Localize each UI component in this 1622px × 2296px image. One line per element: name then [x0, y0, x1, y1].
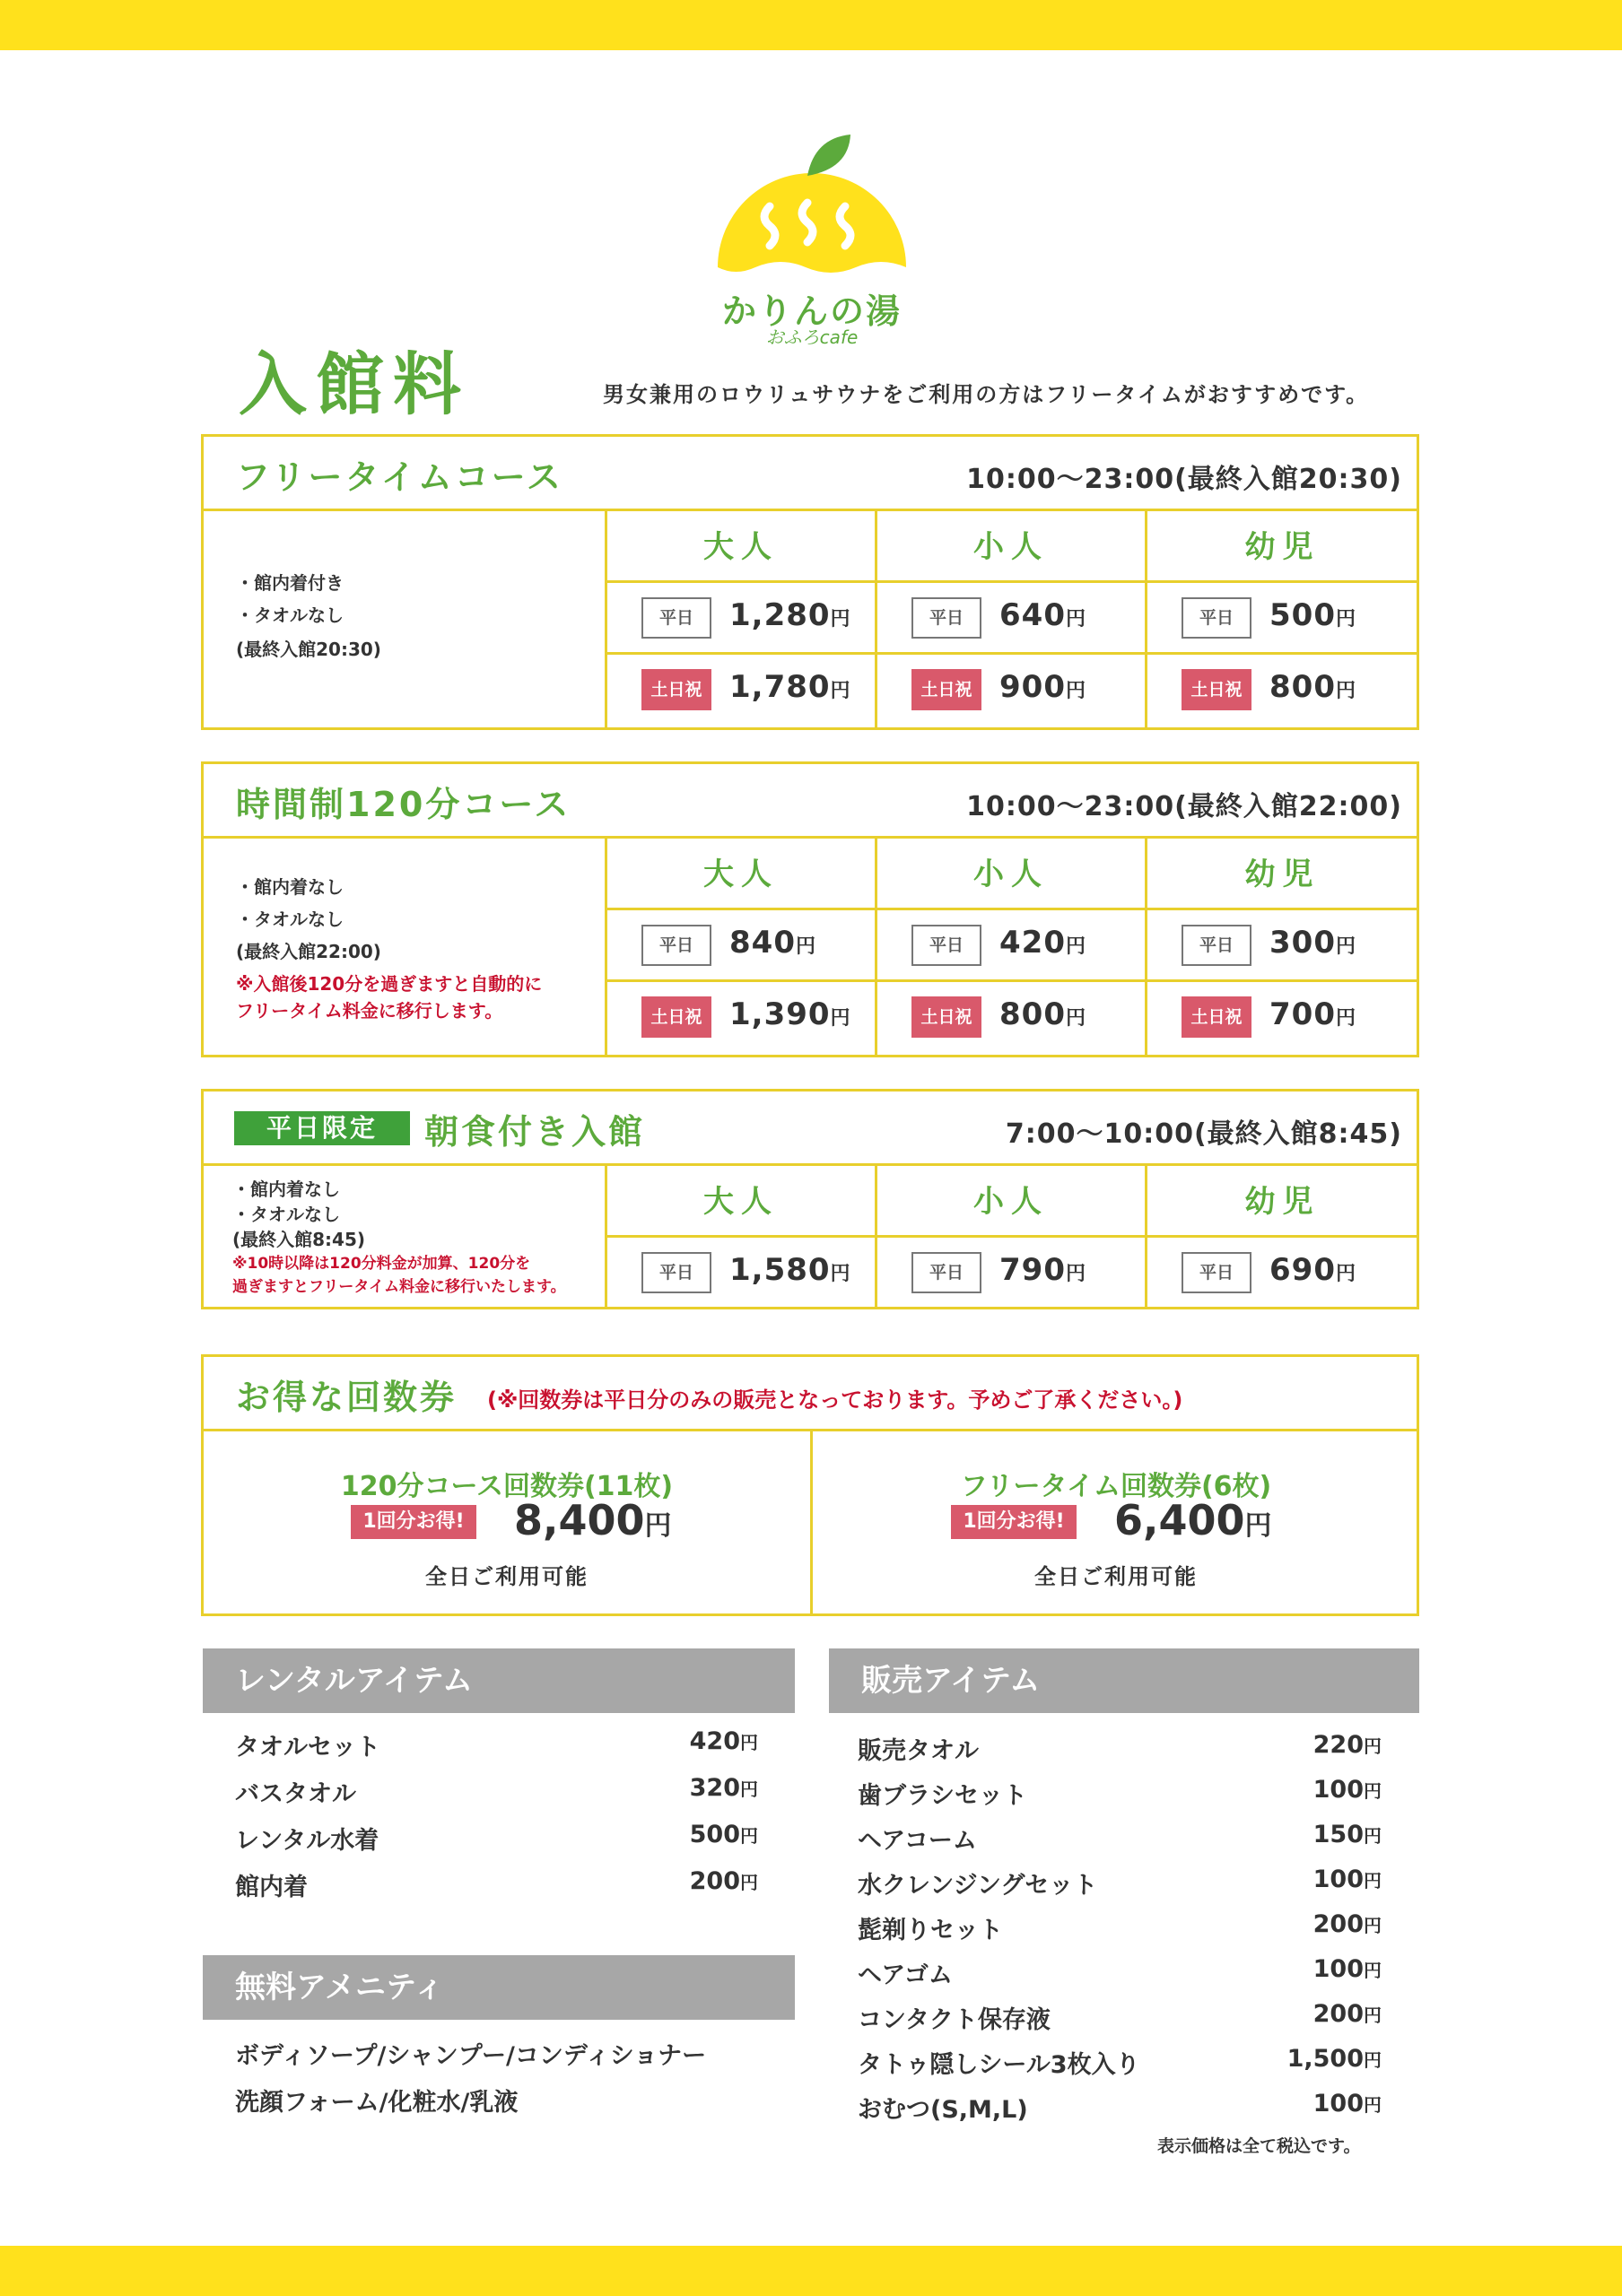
course-free-time [201, 434, 1419, 730]
rental-item: バスタオル [235, 1780, 356, 1808]
sale-item: ヘアゴム [858, 1961, 953, 1989]
sale-item: コンタクト保存液 [858, 2006, 1051, 2034]
price-value: 790円 [999, 1252, 1086, 1288]
rental-item: タオルセット [235, 1734, 380, 1761]
price-value: 640円 [999, 597, 1086, 633]
top-yellow-band [0, 0, 1622, 50]
course-note: (最終入館20:30) [236, 639, 381, 660]
weekend-tag: 土日祝 [911, 669, 981, 710]
price-value: 800円 [999, 996, 1086, 1032]
price-column-adult [607, 1166, 877, 1309]
ticket-badge: 1回分お得! [351, 1505, 476, 1539]
weekend-tag: 土日祝 [1182, 996, 1251, 1038]
sale-price: 100円 [1312, 1866, 1382, 1893]
bottom-yellow-band [0, 2246, 1622, 2296]
course-notes [204, 511, 607, 730]
rental-item: 館内着 [235, 1874, 308, 1901]
course-note: ・館内着付き [236, 572, 344, 594]
course-note: ・館内着なし [232, 1178, 340, 1200]
column-header: 大人 [607, 511, 875, 583]
sale-price: 220円 [1312, 1731, 1382, 1759]
sale-price: 150円 [1312, 1821, 1382, 1848]
course-title: 朝食付き入館 [424, 1112, 646, 1152]
rental-price: 420円 [689, 1727, 758, 1755]
price-column-child [877, 839, 1147, 1057]
sale-item: タトゥ隠しシール3枚入り [858, 2051, 1140, 2079]
tickets-note: (※回数券は平日分のみの販売となっております。予めご了承ください。) [487, 1387, 1183, 1413]
price-value: 500円 [1269, 597, 1356, 633]
page-title: 入館料 [239, 344, 470, 424]
column-header: 小人 [877, 839, 1145, 910]
sale-price: 1,500円 [1286, 2045, 1382, 2073]
course-note: (最終入館22:00) [236, 941, 381, 962]
price-value: 1,580円 [729, 1252, 850, 1288]
sale-price: 100円 [1312, 2090, 1382, 2118]
ticket-price: 8,400円 [514, 1496, 672, 1544]
price-value: 690円 [1269, 1252, 1356, 1288]
price-value: 900円 [999, 669, 1086, 705]
price-column-adult [607, 511, 877, 730]
price-grid [607, 511, 1417, 730]
rental-price: 500円 [689, 1821, 758, 1848]
brand-subname: おふろcafe [765, 326, 859, 348]
ticket-badge: 1回分お得! [951, 1505, 1077, 1539]
price-grid [607, 1166, 1417, 1309]
price-column-infant [1147, 511, 1417, 730]
course-breakfast [201, 1089, 1419, 1309]
sale-price: 100円 [1312, 1955, 1382, 1983]
tax-note: 表示価格は全て税込です。 [1157, 2136, 1361, 2156]
course-notes [204, 1166, 607, 1309]
ticket-price: 6,400円 [1114, 1496, 1272, 1544]
course-title: 時間制120分コース [236, 785, 571, 824]
course-warning: ※入館後120分を過ぎますと自動的に [236, 973, 543, 995]
sale-item: おむつ(S,M,L) [858, 2096, 1028, 2124]
sale-item: 髭剃りセット [858, 1917, 1003, 1944]
weekend-tag: 土日祝 [1182, 669, 1251, 710]
course-header [204, 1091, 1417, 1166]
price-value: 800円 [1269, 669, 1356, 705]
weekend-tag: 土日祝 [641, 669, 711, 710]
price-value: 700円 [1269, 996, 1356, 1032]
weekday-tag: 平日 [911, 925, 981, 966]
sale-price: 100円 [1312, 1776, 1382, 1804]
rental-price: 200円 [689, 1867, 758, 1895]
ticket-free-time [813, 1431, 1419, 1613]
sale-item: 販売タオル [858, 1737, 979, 1765]
ticket-name: 120分コース回数券(11枚) [340, 1471, 674, 1502]
price-value: 840円 [729, 925, 815, 961]
course-warning: 過ぎますとフリータイム料金に移行いたします。 [232, 1278, 566, 1296]
price-column-child [877, 511, 1147, 730]
ticket-note: 全日ご利用可能 [1034, 1564, 1198, 1589]
column-header: 小人 [877, 511, 1145, 583]
column-header: 大人 [607, 1166, 875, 1238]
column-header: 大人 [607, 839, 875, 910]
rental-header: レンタルアイテム [203, 1648, 795, 1713]
weekend-tag: 土日祝 [641, 996, 711, 1038]
weekday-tag: 平日 [1182, 1252, 1251, 1293]
amenity-item: ボディソープ/シャンプー/コンディショナー [235, 2042, 707, 2070]
sale-item: ヘアコーム [858, 1827, 977, 1855]
course-hours: 7:00〜10:00(最終入館8:45) [1005, 1118, 1402, 1150]
course-note: ・タオルなし [236, 604, 344, 626]
course-title: フリータイムコース [236, 457, 563, 497]
course-hours: 10:00〜23:00(最終入館22:00) [966, 791, 1402, 822]
course-warning: フリータイム料金に移行します。 [236, 1000, 503, 1022]
weekday-tag: 平日 [1182, 597, 1251, 639]
sale-header: 販売アイテム [829, 1648, 1419, 1713]
weekday-tag: 平日 [641, 597, 711, 639]
sale-item: 水クレンジングセット [858, 1872, 1098, 1900]
amenity-item: 洗顔フォーム/化粧水/乳液 [235, 2089, 519, 2117]
weekday-tag: 平日 [911, 597, 981, 639]
brand-logo [709, 133, 915, 357]
ticket-name: フリータイム回数券(6枚) [960, 1471, 1272, 1502]
column-header: 小人 [877, 1166, 1145, 1238]
course-notes [204, 839, 607, 1057]
brand-name: かりんの湯 [721, 291, 902, 331]
ticket-note: 全日ご利用可能 [425, 1564, 589, 1589]
price-value: 1,280円 [729, 597, 850, 633]
course-note: ・タオルなし [236, 909, 344, 930]
course-header [204, 437, 1417, 511]
tickets-title: お得な回数券 [236, 1378, 458, 1417]
price-value: 1,390円 [729, 996, 850, 1032]
price-column-infant [1147, 839, 1417, 1057]
price-column-infant [1147, 1166, 1417, 1309]
column-header: 幼児 [1147, 1166, 1417, 1238]
price-value: 420円 [999, 925, 1086, 961]
sale-item: 歯ブラシセット [858, 1782, 1027, 1810]
course-hours: 10:00〜23:00(最終入館20:30) [966, 464, 1402, 495]
sale-price: 200円 [1312, 2000, 1382, 2028]
course-120min [201, 761, 1419, 1057]
course-note: (最終入館8:45) [232, 1229, 366, 1250]
course-note: ・館内着なし [236, 876, 344, 898]
price-column-adult [607, 839, 877, 1057]
course-note: ・タオルなし [232, 1204, 340, 1225]
weekday-tag: 平日 [641, 1252, 711, 1293]
price-value: 1,780円 [729, 669, 850, 705]
coupon-tickets [201, 1354, 1419, 1616]
sale-price: 200円 [1312, 1910, 1382, 1938]
column-header: 幼児 [1147, 511, 1417, 583]
yuzu-steam-logo-icon [709, 133, 915, 281]
amenity-header: 無料アメニティ [203, 1955, 795, 2020]
weekday-limited-badge: 平日限定 [234, 1111, 410, 1145]
weekday-tag: 平日 [1182, 925, 1251, 966]
price-column-child [877, 1166, 1147, 1309]
weekend-tag: 土日祝 [911, 996, 981, 1038]
course-header [204, 764, 1417, 839]
course-warning: ※10時以降は120分料金が加算、120分を [232, 1255, 531, 1273]
weekday-tag: 平日 [911, 1252, 981, 1293]
rental-item: レンタル水着 [235, 1827, 379, 1855]
column-header: 幼児 [1147, 839, 1417, 910]
price-value: 300円 [1269, 925, 1356, 961]
weekday-tag: 平日 [641, 925, 711, 966]
ticket-120min [204, 1431, 813, 1613]
rental-price: 320円 [689, 1774, 758, 1802]
recommendation-note: 男女兼用のロウリュサウナをご利用の方はフリータイムがおすすめです。 [603, 382, 1370, 407]
price-grid [607, 839, 1417, 1057]
